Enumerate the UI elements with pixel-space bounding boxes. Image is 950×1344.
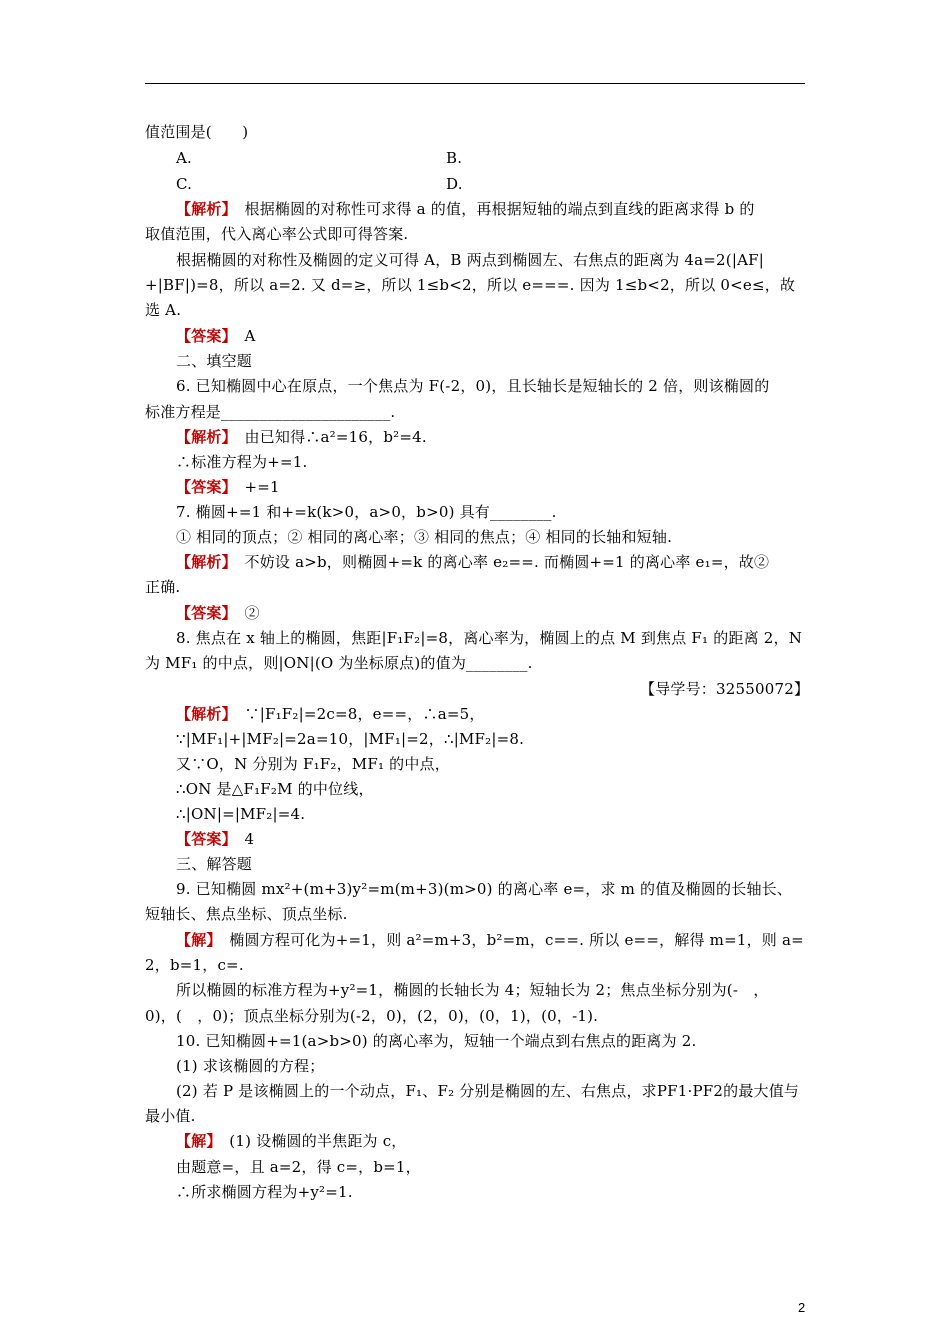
analysis-text: 不妨设 a>b，则椭圆+=k 的离心率 e₂==. 而椭圆+=1 的离心率 e₁=，故②: [229, 553, 770, 571]
text-line: (2) 若 P 是该椭圆上的一个动点，F₁、F₂ 分别是椭圆的左、右焦点，求PF1·PF2的最大值与: [176, 1082, 800, 1100]
answer-text: +=1: [229, 478, 280, 496]
option-c: C.: [176, 175, 193, 193]
section-heading: 二、填空题: [176, 352, 253, 370]
option-d: D.: [446, 175, 463, 193]
answer-tag: 【答案】: [176, 604, 230, 622]
text-line: 值范围是( ): [145, 123, 249, 141]
text-line: [176, 552, 769, 572]
text-line: 标准方程是______________________.: [145, 403, 396, 421]
text-line: [176, 704, 485, 724]
text-line: [176, 603, 260, 623]
analysis-text: 根据椭圆的对称性可求得 a 的值，再根据短轴的端点到直线的距离求得 b 的: [229, 200, 755, 218]
analysis-tag: 【解析】: [176, 705, 230, 723]
analysis-tag: 【解析】: [176, 200, 230, 218]
page-number: 2: [798, 1300, 806, 1315]
solution-tag: 【解】: [176, 931, 215, 949]
text-line: ① 相同的顶点；② 相同的离心率；③ 相同的焦点；④ 相同的长轴和短轴.: [176, 528, 673, 546]
text-line: [176, 199, 755, 219]
answer-text: 4: [229, 830, 255, 848]
text-line: (1) 求该椭圆的方程；: [176, 1057, 325, 1075]
text-line: ∴ON 是△F₁F₂M 的中位线，: [176, 780, 374, 798]
analysis-text: 由已知得∴a²=16，b²=4.: [229, 428, 427, 446]
text-line: 选 A.: [145, 301, 182, 319]
text-line: 6. 已知椭圆中心在原点，一个焦点为 F(-2，0)，且长轴长是短轴长的 2 倍，则该椭圆的: [176, 377, 770, 395]
text-line: 所以椭圆的标准方程为+y²=1，椭圆的长轴长为 4；短轴长为 2；焦点坐标分别为(- ，: [176, 981, 769, 999]
text-line: ∴标准方程为+=1.: [176, 453, 308, 471]
text-line: 2，b=1，c=.: [145, 956, 244, 974]
text-line: 取值范围，代入离心率公式即可得答案.: [145, 225, 409, 243]
answer-text: A: [229, 327, 256, 345]
text-line: ∵|MF₁|+|MF₂|=2a=10，|MF₁|=2，∴|MF₂|=8.: [176, 730, 525, 748]
text-line: [176, 427, 427, 447]
text-line: 根据椭圆的对称性及椭圆的定义可得 A，B 两点到椭圆左、右焦点的距离为 4a=2(|AF|: [176, 251, 764, 269]
text-line: 最小值.: [145, 1107, 196, 1125]
analysis-tag: 【解析】: [176, 428, 230, 446]
answer-tag: 【答案】: [176, 830, 230, 848]
text-line: ∴|ON|=|MF₂|=4.: [176, 805, 306, 823]
analysis-text: ∵|F₁F₂|=2c=8，e==，∴a=5，: [229, 705, 485, 723]
text-line: 9. 已知椭圆 mx²+(m+3)y²=m(m+3)(m>0) 的离心率 e=，求 m 的值及椭圆的长轴长、: [176, 880, 793, 898]
text-line: +|BF|)=8，所以 a=2. 又 d=≥，所以 1≤b<2，所以 e===. 因为 1≤b<2，所以 0<e≤，故: [145, 276, 796, 294]
text-line: 由题意=，且 a=2，得 c=，b=1，: [176, 1158, 421, 1176]
text-line: 短轴长、焦点坐标、顶点坐标.: [145, 905, 348, 923]
text-line: 10. 已知椭圆+=1(a>b>0) 的离心率为，短轴一个端点到右焦点的距离为 2.: [176, 1032, 697, 1050]
text-line: 又∵O，N 分别为 F₁F₂，MF₁ 的中点，: [176, 755, 450, 773]
text-line: 为 MF₁ 的中点，则|ON|(O 为坐标原点)的值为________.: [145, 654, 533, 672]
text-line: 8. 焦点在 x 轴上的椭圆，焦距|F₁F₂|=8，离心率为，椭圆上的点 M 到焦点 F₁ 的距离 2，N: [176, 629, 803, 647]
text-line: 0)，( ，0)；顶点坐标分别为(-2，0)，(2，0)，(0，1)，(0，-1).: [145, 1007, 599, 1025]
option-b: B.: [446, 149, 463, 167]
option-a: A.: [176, 149, 193, 167]
solution-text: 椭圆方程可化为+=1，则 a²=m+3，b²=m，c==. 所以 e==，解得 m=1，则 a=: [214, 931, 804, 949]
text-line: 7. 椭圆+=1 和+=k(k>0，a>0，b>0) 具有________.: [176, 503, 557, 521]
text-line: [176, 1131, 407, 1151]
solution-tag: 【解】: [176, 1132, 215, 1150]
text-line: ∴所求椭圆方程为+y²=1.: [176, 1183, 353, 1201]
answer-tag: 【答案】: [176, 478, 230, 496]
text-line: 正确.: [145, 578, 181, 596]
text-line: [176, 930, 804, 950]
text-line: [176, 829, 254, 849]
section-heading: 三、解答题: [176, 855, 253, 873]
header-rule: [145, 83, 805, 84]
guide-number: 【导学号：32550072】: [640, 680, 810, 698]
text-line: [176, 477, 280, 497]
answer-text: ②: [229, 604, 260, 622]
analysis-tag: 【解析】: [176, 553, 230, 571]
answer-tag: 【答案】: [176, 327, 230, 345]
solution-text: (1) 设椭圆的半焦距为 c，: [214, 1132, 407, 1150]
text-line: [176, 326, 256, 346]
